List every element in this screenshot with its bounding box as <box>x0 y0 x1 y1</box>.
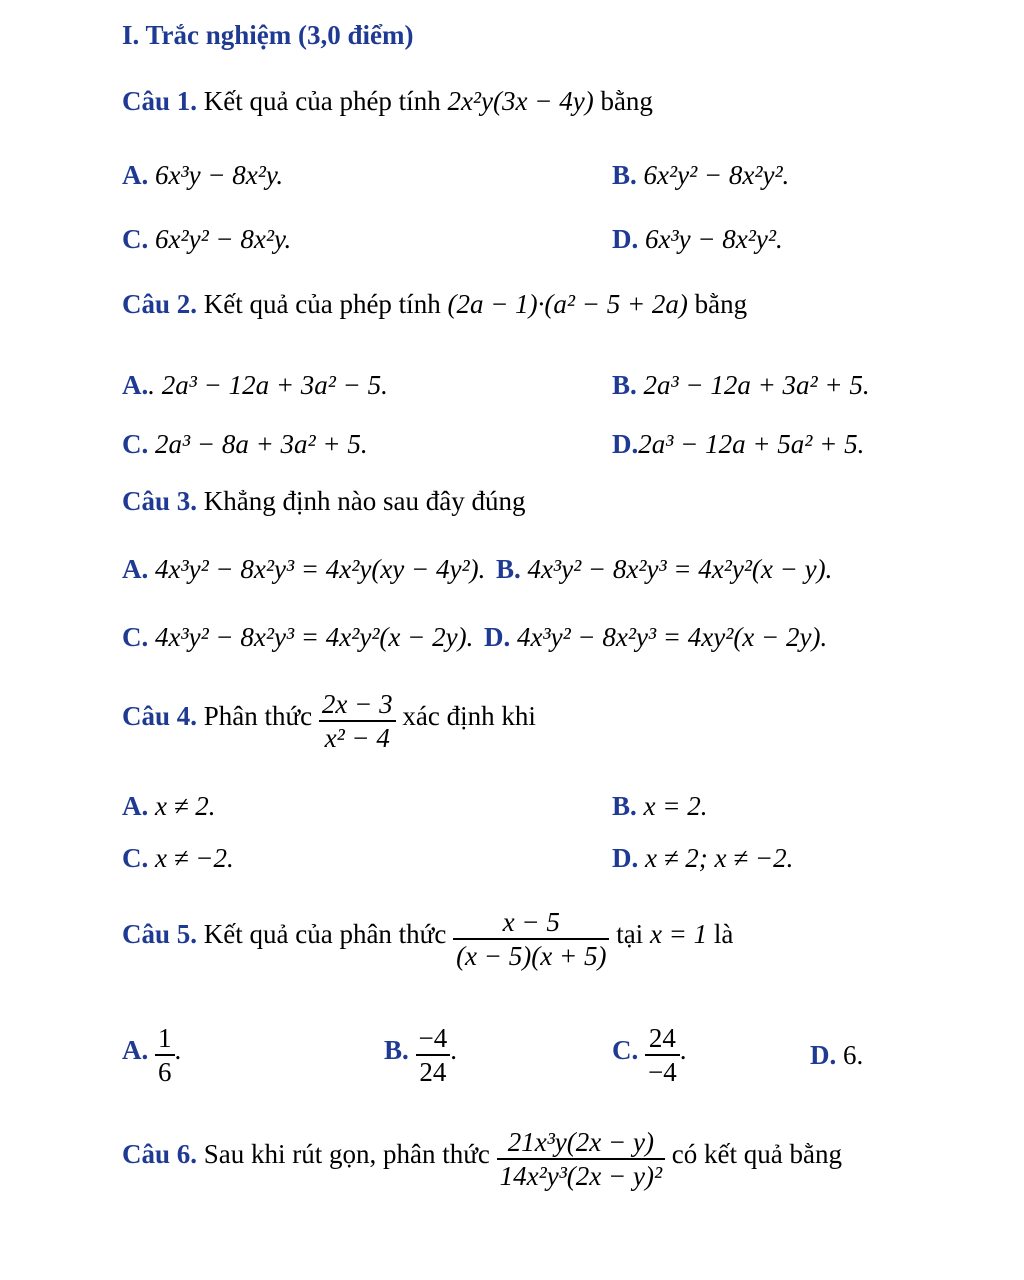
option-letter: B. <box>612 370 637 400</box>
option-d[interactable] <box>612 841 793 875</box>
question-3 <box>122 484 525 518</box>
option-text: 4x³y² − 8x²y³ = 4x²y²(x − 2y). <box>155 622 474 652</box>
option-d[interactable] <box>612 427 864 461</box>
option-text: 2a³ − 8a + 3a² + 5. <box>155 429 368 459</box>
question-tail: xác định khi <box>402 701 536 732</box>
option-fraction <box>155 1022 175 1088</box>
option-b[interactable] <box>612 789 707 823</box>
option-letter: A. <box>122 554 149 584</box>
option-d[interactable] <box>612 222 783 256</box>
option-text: 2a³ − 12a + 5a² + 5. <box>638 429 865 459</box>
option-letter: C. <box>122 843 149 873</box>
option-c[interactable] <box>122 620 473 654</box>
option-text: 4x³y² − 8x²y³ = 4xy²(x − 2y). <box>517 622 828 652</box>
option-fraction <box>416 1022 451 1088</box>
option-text: 6x³y − 8x²y. <box>155 160 284 190</box>
option-letter: A. <box>122 370 149 400</box>
option-letter: A. <box>122 1035 149 1066</box>
option-letter: D. <box>612 224 639 254</box>
question-4 <box>122 686 536 752</box>
option-c[interactable] <box>122 427 368 461</box>
option-a[interactable] <box>122 158 283 192</box>
fraction <box>319 688 396 754</box>
question-tail: bằng <box>600 86 653 116</box>
option-letter: C. <box>122 429 149 459</box>
option-letter: B. <box>612 160 637 190</box>
option-c[interactable] <box>122 841 234 875</box>
question-tail: bằng <box>694 289 748 319</box>
option-b[interactable]: B. $\frac{-4}{24}$ . <box>384 1023 457 1087</box>
question-stem: Phân thức <box>203 701 313 732</box>
option-letter: B. <box>384 1035 409 1066</box>
fraction-numerator: 24 <box>648 1023 676 1053</box>
option-letter: A. <box>122 160 149 190</box>
question-6 <box>122 1124 842 1190</box>
option-c[interactable]: C. $\frac{24}{-4}$ . <box>612 1023 687 1087</box>
option-fraction <box>645 1022 680 1088</box>
option-text: x = 2. <box>643 791 708 821</box>
option-letter: D. <box>484 622 511 652</box>
question-stem: Kết quả của phân thức <box>203 919 447 950</box>
option-d[interactable] <box>484 620 827 654</box>
question-stem: Khẳng định nào sau đây đúng <box>203 486 526 516</box>
option-a[interactable] <box>122 789 216 823</box>
option-c[interactable] <box>122 222 291 256</box>
option-a[interactable] <box>122 552 485 586</box>
question-5 <box>122 904 733 970</box>
option-text: 6x²y² − 8x²y. <box>155 224 292 254</box>
question-tail: tại <box>616 919 644 950</box>
question-condition: x = 1 <box>649 919 708 950</box>
option-d[interactable] <box>810 1038 863 1072</box>
option-a[interactable]: A. $\frac{1}{6}$ . <box>122 1023 182 1087</box>
option-letter: D. <box>810 1040 837 1070</box>
question-stem: Sau khi rút gọn, phân thức <box>203 1139 490 1170</box>
question-tail: có kết quả bằng <box>671 1139 842 1170</box>
option-text: 6x³y − 8x²y². <box>645 224 783 254</box>
option-text: 6. <box>843 1040 864 1070</box>
question-1 <box>122 84 653 118</box>
option-b[interactable] <box>612 368 870 402</box>
question-label: Câu 5. <box>122 919 198 950</box>
option-letter: D. <box>612 429 639 459</box>
option-letter: B. <box>496 554 521 584</box>
question-stem: Kết quả của phép tính <box>203 86 441 116</box>
question-tail-end: là <box>713 919 734 950</box>
option-b[interactable] <box>612 158 789 192</box>
option-letter: A. <box>122 791 149 821</box>
fraction-denominator: x² − 4 <box>319 720 396 754</box>
option-text: . 2a³ − 12a + 3a² − 5. <box>148 370 388 400</box>
option-text: x ≠ 2. <box>155 791 216 821</box>
option-text: 6x²y² − 8x²y². <box>643 160 790 190</box>
section-title: I. Trắc nghiệm (3,0 điểm) <box>122 20 414 50</box>
fraction-numerator: x − 5 <box>502 907 560 937</box>
option-text: x ≠ 2; x ≠ −2. <box>645 843 794 873</box>
fraction <box>497 1126 665 1192</box>
option-text: 4x³y² − 8x²y³ = 4x²y(xy − 4y²). <box>155 554 486 584</box>
question-stem: Kết quả của phép tính <box>203 289 441 319</box>
fraction-numerator: 21x³y(2x − y) <box>507 1127 654 1157</box>
option-b[interactable] <box>496 552 832 586</box>
fraction-denominator: (x − 5)(x + 5) <box>453 938 609 972</box>
option-letter: D. <box>612 843 639 873</box>
question-label: Câu 1. <box>122 86 198 116</box>
question-expression: 2x²y(3x − 4y) <box>447 86 594 116</box>
fraction-numerator: −4 <box>418 1023 448 1053</box>
question-label: Câu 2. <box>122 289 198 319</box>
fraction-denominator: 6 <box>155 1054 175 1088</box>
option-letter: C. <box>122 224 149 254</box>
question-label: Câu 3. <box>122 486 198 516</box>
question-2 <box>122 287 747 321</box>
fraction <box>453 906 609 972</box>
option-a[interactable] <box>122 368 388 402</box>
question-expression: (2a − 1)·(a² − 5 + 2a) <box>447 289 688 319</box>
option-letter: B. <box>612 791 637 821</box>
option-letter: C. <box>612 1035 639 1066</box>
question-label: Câu 6. <box>122 1139 198 1170</box>
fraction-denominator: −4 <box>645 1054 680 1088</box>
option-letter: C. <box>122 622 149 652</box>
fraction-denominator: 24 <box>416 1054 451 1088</box>
option-text: 2a³ − 12a + 3a² + 5. <box>643 370 870 400</box>
fraction-numerator: 1 <box>158 1023 172 1053</box>
fraction-numerator: 2x − 3 <box>321 689 393 719</box>
question-label: Câu 4. <box>122 701 198 732</box>
option-text: x ≠ −2. <box>155 843 234 873</box>
option-text: 4x³y² − 8x²y³ = 4x²y²(x − y). <box>527 554 833 584</box>
fraction-denominator: 14x²y³(2x − y)² <box>497 1158 665 1192</box>
